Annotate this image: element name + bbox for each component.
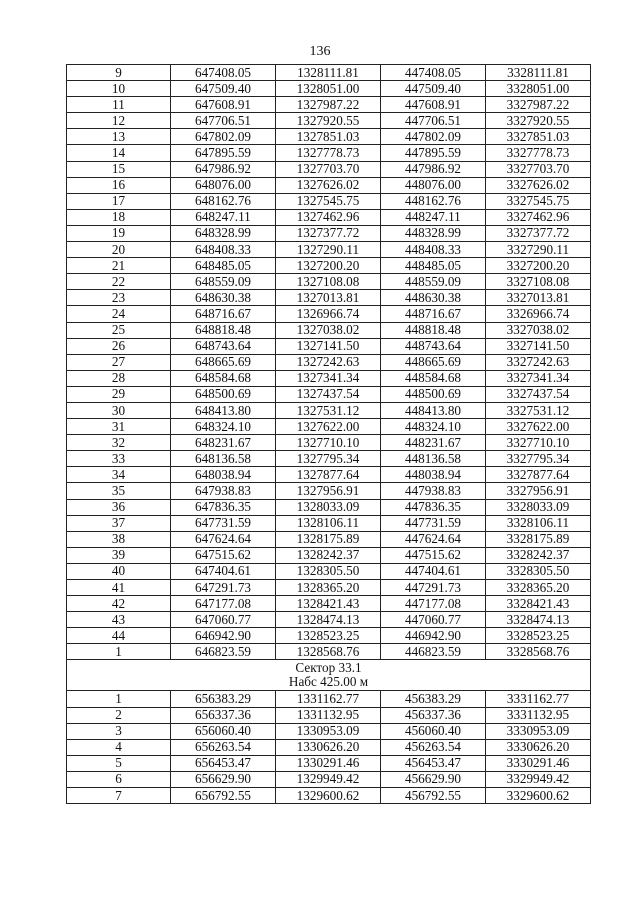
table-row	[67, 596, 591, 612]
y-coord-cell: 1327877.64	[276, 467, 381, 483]
table-row	[67, 209, 591, 225]
y2-coord-cell: 3327851.03	[486, 129, 591, 145]
y2-coord-cell: 3327956.91	[486, 483, 591, 499]
table-body-top	[67, 65, 591, 660]
x-coord-cell: 648247.11	[171, 209, 276, 225]
x-coord-cell: 648743.64	[171, 338, 276, 354]
y2-coord-cell: 3327108.08	[486, 274, 591, 290]
table-row	[67, 580, 591, 596]
x2-coord-cell: 447986.92	[381, 161, 486, 177]
table-row	[67, 258, 591, 274]
x-coord-cell: 647938.83	[171, 483, 276, 499]
x-coord-cell: 647836.35	[171, 499, 276, 515]
sector-row	[67, 660, 591, 691]
table-row	[67, 435, 591, 451]
x-coord-cell: 647706.51	[171, 113, 276, 129]
x-coord-cell: 648136.58	[171, 451, 276, 467]
y-coord-cell: 1327795.34	[276, 451, 381, 467]
point-number-cell: 29	[67, 386, 171, 402]
y2-coord-cell: 3327341.34	[486, 370, 591, 386]
x2-coord-cell: 447177.08	[381, 596, 486, 612]
x-coord-cell: 656453.47	[171, 755, 276, 771]
sector-header	[67, 660, 591, 691]
sector-title: Сектор 33.1	[295, 660, 362, 676]
point-number-cell: 13	[67, 129, 171, 145]
y-coord-cell: 1327626.02	[276, 177, 381, 193]
x-coord-cell: 647515.62	[171, 547, 276, 563]
x-coord-cell: 656792.55	[171, 788, 276, 804]
page-number: 136	[309, 44, 331, 59]
point-number-cell: 19	[67, 225, 171, 241]
x2-coord-cell: 446942.90	[381, 628, 486, 644]
x2-coord-cell: 448408.33	[381, 242, 486, 258]
x2-coord-cell: 448328.99	[381, 225, 486, 241]
point-number-cell: 3	[67, 723, 171, 739]
y-coord-cell: 1327987.22	[276, 97, 381, 113]
table-row	[67, 274, 591, 290]
x2-coord-cell: 448413.80	[381, 402, 486, 418]
point-number-cell: 33	[67, 451, 171, 467]
x-coord-cell: 647060.77	[171, 612, 276, 628]
point-number-cell: 6	[67, 771, 171, 787]
y2-coord-cell: 3327462.96	[486, 209, 591, 225]
y-coord-cell: 1328175.89	[276, 531, 381, 547]
table-row	[67, 402, 591, 418]
x2-coord-cell: 447515.62	[381, 547, 486, 563]
table-row	[67, 306, 591, 322]
coordinates-table	[66, 64, 591, 804]
y2-coord-cell: 3327437.54	[486, 386, 591, 402]
x-coord-cell: 648328.99	[171, 225, 276, 241]
point-number-cell: 4	[67, 739, 171, 755]
table-row	[67, 129, 591, 145]
x-coord-cell: 656629.90	[171, 771, 276, 787]
table-row	[67, 354, 591, 370]
y-coord-cell: 1327038.02	[276, 322, 381, 338]
table-row	[67, 628, 591, 644]
y-coord-cell: 1326966.74	[276, 306, 381, 322]
x-coord-cell: 656337.36	[171, 707, 276, 723]
y-coord-cell: 1327778.73	[276, 145, 381, 161]
y-coord-cell: 1328568.76	[276, 644, 381, 660]
point-number-cell: 1	[67, 644, 171, 660]
point-number-cell: 16	[67, 177, 171, 193]
x-coord-cell: 647404.61	[171, 563, 276, 579]
y-coord-cell: 1328305.50	[276, 563, 381, 579]
y2-coord-cell: 3330291.46	[486, 755, 591, 771]
point-number-cell: 9	[67, 65, 171, 81]
x2-coord-cell: 456383.29	[381, 691, 486, 707]
x-coord-cell: 646823.59	[171, 644, 276, 660]
point-number-cell: 41	[67, 580, 171, 596]
y2-coord-cell: 3328051.00	[486, 81, 591, 97]
x2-coord-cell: 456792.55	[381, 788, 486, 804]
y2-coord-cell: 3327200.20	[486, 258, 591, 274]
y2-coord-cell: 3327141.50	[486, 338, 591, 354]
sector-cell	[67, 660, 591, 691]
x2-coord-cell: 448162.76	[381, 193, 486, 209]
point-number-cell: 21	[67, 258, 171, 274]
x2-coord-cell: 456263.54	[381, 739, 486, 755]
x-coord-cell: 648038.94	[171, 467, 276, 483]
table-row	[67, 483, 591, 499]
point-number-cell: 24	[67, 306, 171, 322]
x2-coord-cell: 456629.90	[381, 771, 486, 787]
x2-coord-cell: 456060.40	[381, 723, 486, 739]
table-row	[67, 145, 591, 161]
point-number-cell: 39	[67, 547, 171, 563]
x2-coord-cell: 447608.91	[381, 97, 486, 113]
point-number-cell: 20	[67, 242, 171, 258]
x-coord-cell: 647802.09	[171, 129, 276, 145]
x-coord-cell: 648818.48	[171, 322, 276, 338]
point-number-cell: 11	[67, 97, 171, 113]
y-coord-cell: 1327341.34	[276, 370, 381, 386]
point-number-cell: 23	[67, 290, 171, 306]
point-number-cell: 38	[67, 531, 171, 547]
y-coord-cell: 1327290.11	[276, 242, 381, 258]
point-number-cell: 2	[67, 707, 171, 723]
table-row	[67, 81, 591, 97]
y-coord-cell: 1328365.20	[276, 580, 381, 596]
table-row	[67, 419, 591, 435]
y-coord-cell: 1330291.46	[276, 755, 381, 771]
y2-coord-cell: 3327242.63	[486, 354, 591, 370]
point-number-cell: 14	[67, 145, 171, 161]
y-coord-cell: 1327531.12	[276, 402, 381, 418]
point-number-cell: 10	[67, 81, 171, 97]
table-row	[67, 225, 591, 241]
y-coord-cell: 1328474.13	[276, 612, 381, 628]
y2-coord-cell: 3327290.11	[486, 242, 591, 258]
x-coord-cell: 656383.29	[171, 691, 276, 707]
y2-coord-cell: 3328111.81	[486, 65, 591, 81]
x-coord-cell: 647408.05	[171, 65, 276, 81]
x2-coord-cell: 448247.11	[381, 209, 486, 225]
x-coord-cell: 647608.91	[171, 97, 276, 113]
y-coord-cell: 1327851.03	[276, 129, 381, 145]
point-number-cell: 12	[67, 113, 171, 129]
y2-coord-cell: 3328474.13	[486, 612, 591, 628]
x2-coord-cell: 448630.38	[381, 290, 486, 306]
x2-coord-cell: 456453.47	[381, 755, 486, 771]
x-coord-cell: 648630.38	[171, 290, 276, 306]
x-coord-cell: 656060.40	[171, 723, 276, 739]
point-number-cell: 25	[67, 322, 171, 338]
x2-coord-cell: 448500.69	[381, 386, 486, 402]
table-row	[67, 563, 591, 579]
point-number-cell: 37	[67, 515, 171, 531]
point-number-cell: 15	[67, 161, 171, 177]
y2-coord-cell: 3329600.62	[486, 788, 591, 804]
y2-coord-cell: 3327531.12	[486, 402, 591, 418]
point-number-cell: 44	[67, 628, 171, 644]
y-coord-cell: 1329600.62	[276, 788, 381, 804]
y2-coord-cell: 3327795.34	[486, 451, 591, 467]
y2-coord-cell: 3327877.64	[486, 467, 591, 483]
y-coord-cell: 1329949.42	[276, 771, 381, 787]
x2-coord-cell: 447404.61	[381, 563, 486, 579]
y2-coord-cell: 3327710.10	[486, 435, 591, 451]
point-number-cell: 30	[67, 402, 171, 418]
table-row	[67, 242, 591, 258]
x-coord-cell: 647509.40	[171, 81, 276, 97]
point-number-cell: 17	[67, 193, 171, 209]
y2-coord-cell: 3328523.25	[486, 628, 591, 644]
y2-coord-cell: 3327545.75	[486, 193, 591, 209]
point-number-cell: 26	[67, 338, 171, 354]
y2-coord-cell: 3328033.09	[486, 499, 591, 515]
x2-coord-cell: 446823.59	[381, 644, 486, 660]
y-coord-cell: 1327622.00	[276, 419, 381, 435]
y2-coord-cell: 3329949.42	[486, 771, 591, 787]
point-number-cell: 7	[67, 788, 171, 804]
x-coord-cell: 647291.73	[171, 580, 276, 596]
x-coord-cell: 647986.92	[171, 161, 276, 177]
y-coord-cell: 1327377.72	[276, 225, 381, 241]
y2-coord-cell: 3331162.77	[486, 691, 591, 707]
y2-coord-cell: 3327038.02	[486, 322, 591, 338]
y2-coord-cell: 3330626.20	[486, 739, 591, 755]
x2-coord-cell: 448716.67	[381, 306, 486, 322]
x2-coord-cell: 448136.58	[381, 451, 486, 467]
x2-coord-cell: 448324.10	[381, 419, 486, 435]
y-coord-cell: 1328033.09	[276, 499, 381, 515]
x2-coord-cell: 447509.40	[381, 81, 486, 97]
y-coord-cell: 1331132.95	[276, 707, 381, 723]
x2-coord-cell: 448038.94	[381, 467, 486, 483]
y2-coord-cell: 3327778.73	[486, 145, 591, 161]
x-coord-cell: 648408.33	[171, 242, 276, 258]
x2-coord-cell: 448231.67	[381, 435, 486, 451]
sector-height: Набс 425.00 м	[288, 674, 369, 690]
y2-coord-cell: 3326966.74	[486, 306, 591, 322]
y-coord-cell: 1328111.81	[276, 65, 381, 81]
y2-coord-cell: 3327987.22	[486, 97, 591, 113]
table-row	[67, 290, 591, 306]
y-coord-cell: 1328106.11	[276, 515, 381, 531]
y-coord-cell: 1327920.55	[276, 113, 381, 129]
y-coord-cell: 1327462.96	[276, 209, 381, 225]
y2-coord-cell: 3327920.55	[486, 113, 591, 129]
table-row	[67, 723, 591, 739]
table-row	[67, 739, 591, 755]
x-coord-cell: 647177.08	[171, 596, 276, 612]
point-number-cell: 35	[67, 483, 171, 499]
table-row	[67, 322, 591, 338]
y-coord-cell: 1330626.20	[276, 739, 381, 755]
x-coord-cell: 648076.00	[171, 177, 276, 193]
y-coord-cell: 1327956.91	[276, 483, 381, 499]
x-coord-cell: 646942.90	[171, 628, 276, 644]
y2-coord-cell: 3328106.11	[486, 515, 591, 531]
x-coord-cell: 648324.10	[171, 419, 276, 435]
y-coord-cell: 1327710.10	[276, 435, 381, 451]
y2-coord-cell: 3328421.43	[486, 596, 591, 612]
point-number-cell: 36	[67, 499, 171, 515]
y-coord-cell: 1330953.09	[276, 723, 381, 739]
point-number-cell: 31	[67, 419, 171, 435]
table-row	[67, 771, 591, 787]
x2-coord-cell: 447291.73	[381, 580, 486, 596]
y-coord-cell: 1328523.25	[276, 628, 381, 644]
x-coord-cell: 648485.05	[171, 258, 276, 274]
point-number-cell: 42	[67, 596, 171, 612]
x2-coord-cell: 447731.59	[381, 515, 486, 531]
table-row	[67, 707, 591, 723]
point-number-cell: 5	[67, 755, 171, 771]
x2-coord-cell: 448559.09	[381, 274, 486, 290]
x2-coord-cell: 448818.48	[381, 322, 486, 338]
table-row	[67, 65, 591, 81]
x-coord-cell: 648500.69	[171, 386, 276, 402]
y2-coord-cell: 3327622.00	[486, 419, 591, 435]
y-coord-cell: 1328051.00	[276, 81, 381, 97]
y2-coord-cell: 3327013.81	[486, 290, 591, 306]
x-coord-cell: 656263.54	[171, 739, 276, 755]
y-coord-cell: 1328242.37	[276, 547, 381, 563]
x2-coord-cell: 447706.51	[381, 113, 486, 129]
table-row	[67, 161, 591, 177]
table-row	[67, 612, 591, 628]
table-row	[67, 113, 591, 129]
point-number-cell: 43	[67, 612, 171, 628]
y2-coord-cell: 3327377.72	[486, 225, 591, 241]
table-row	[67, 531, 591, 547]
x-coord-cell: 648665.69	[171, 354, 276, 370]
y2-coord-cell: 3331132.95	[486, 707, 591, 723]
x-coord-cell: 647731.59	[171, 515, 276, 531]
table-row	[67, 644, 591, 660]
x2-coord-cell: 447624.64	[381, 531, 486, 547]
x2-coord-cell: 448485.05	[381, 258, 486, 274]
point-number-cell: 34	[67, 467, 171, 483]
y2-coord-cell: 3328568.76	[486, 644, 591, 660]
x2-coord-cell: 447836.35	[381, 499, 486, 515]
y-coord-cell: 1327703.70	[276, 161, 381, 177]
point-number-cell: 32	[67, 435, 171, 451]
y-coord-cell: 1327242.63	[276, 354, 381, 370]
y-coord-cell: 1327437.54	[276, 386, 381, 402]
x-coord-cell: 647624.64	[171, 531, 276, 547]
x2-coord-cell: 456337.36	[381, 707, 486, 723]
y2-coord-cell: 3330953.09	[486, 723, 591, 739]
y-coord-cell: 1327013.81	[276, 290, 381, 306]
y2-coord-cell: 3328175.89	[486, 531, 591, 547]
table-row	[67, 691, 591, 707]
x-coord-cell: 648162.76	[171, 193, 276, 209]
table-body-bottom	[67, 691, 591, 804]
y-coord-cell: 1327108.08	[276, 274, 381, 290]
table-row	[67, 193, 591, 209]
y-coord-cell: 1327200.20	[276, 258, 381, 274]
point-number-cell: 40	[67, 563, 171, 579]
x-coord-cell: 648584.68	[171, 370, 276, 386]
table-row	[67, 97, 591, 113]
y2-coord-cell: 3327626.02	[486, 177, 591, 193]
x2-coord-cell: 447938.83	[381, 483, 486, 499]
point-number-cell: 18	[67, 209, 171, 225]
x2-coord-cell: 447802.09	[381, 129, 486, 145]
x2-coord-cell: 447408.05	[381, 65, 486, 81]
x2-coord-cell: 448665.69	[381, 354, 486, 370]
table-row	[67, 338, 591, 354]
x-coord-cell: 648231.67	[171, 435, 276, 451]
x2-coord-cell: 448584.68	[381, 370, 486, 386]
y-coord-cell: 1327141.50	[276, 338, 381, 354]
x2-coord-cell: 448076.00	[381, 177, 486, 193]
table-row	[67, 386, 591, 402]
y2-coord-cell: 3328242.37	[486, 547, 591, 563]
x-coord-cell: 647895.59	[171, 145, 276, 161]
x-coord-cell: 648716.67	[171, 306, 276, 322]
y-coord-cell: 1331162.77	[276, 691, 381, 707]
y2-coord-cell: 3327703.70	[486, 161, 591, 177]
x2-coord-cell: 448743.64	[381, 338, 486, 354]
x-coord-cell: 648559.09	[171, 274, 276, 290]
point-number-cell: 28	[67, 370, 171, 386]
x-coord-cell: 648413.80	[171, 402, 276, 418]
point-number-cell: 27	[67, 354, 171, 370]
y-coord-cell: 1327545.75	[276, 193, 381, 209]
table-row	[67, 467, 591, 483]
table-row	[67, 370, 591, 386]
y-coord-cell: 1328421.43	[276, 596, 381, 612]
x2-coord-cell: 447895.59	[381, 145, 486, 161]
table-row	[67, 788, 591, 804]
table-row	[67, 755, 591, 771]
table-row	[67, 499, 591, 515]
y2-coord-cell: 3328365.20	[486, 580, 591, 596]
point-number-cell: 1	[67, 691, 171, 707]
y2-coord-cell: 3328305.50	[486, 563, 591, 579]
point-number-cell: 22	[67, 274, 171, 290]
table-row	[67, 547, 591, 563]
table-row	[67, 515, 591, 531]
x2-coord-cell: 447060.77	[381, 612, 486, 628]
table-row	[67, 451, 591, 467]
table-row	[67, 177, 591, 193]
